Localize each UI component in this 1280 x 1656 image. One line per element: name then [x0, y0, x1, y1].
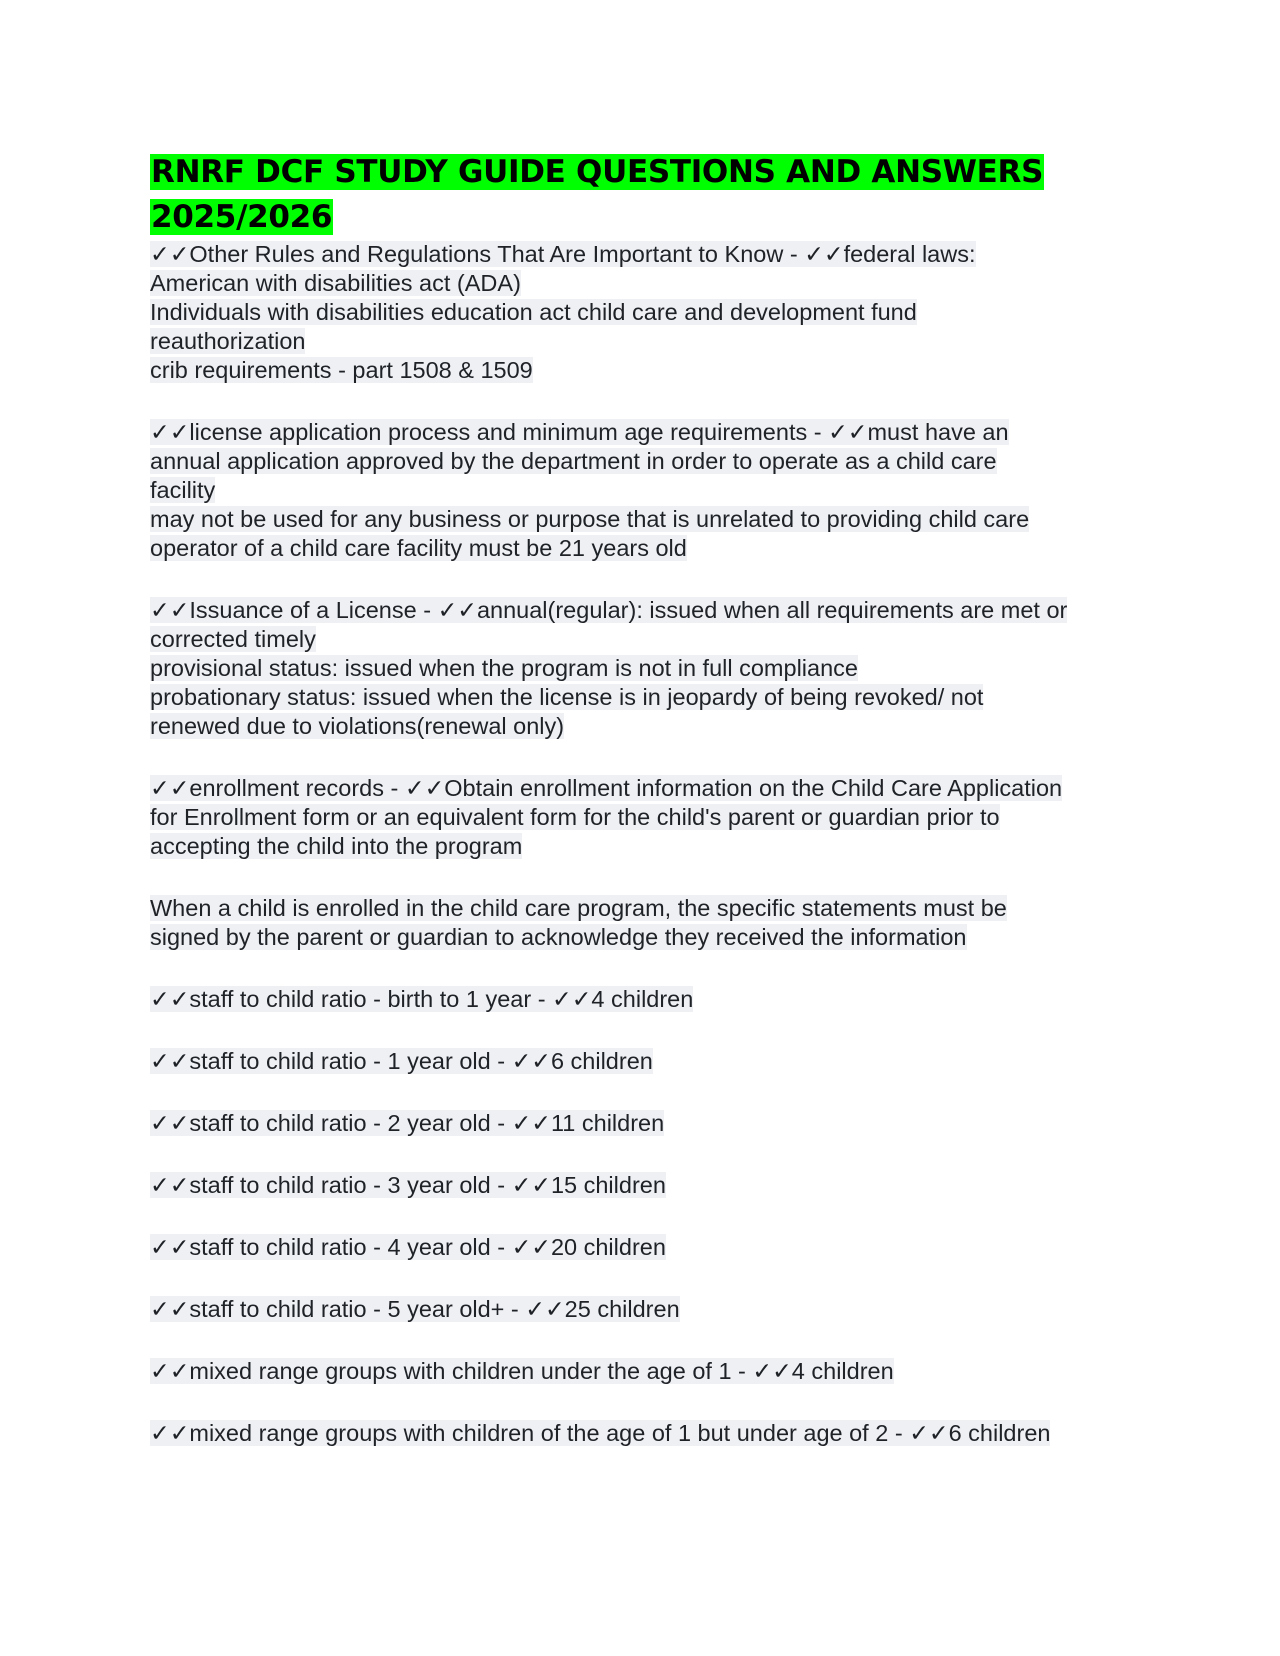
entry-gap: [150, 1076, 1150, 1109]
entry-gap: [150, 385, 1150, 418]
entry-gap: [150, 1138, 1150, 1171]
qa-line-text: signed by the parent or guardian to acknowledge they received the information: [150, 924, 967, 950]
entry-gap: [150, 861, 1150, 894]
qa-line: [150, 1047, 1150, 1076]
qa-line-text: renewed due to violations(renewal only): [150, 713, 565, 739]
entry-gap: [150, 563, 1150, 596]
qa-line-text: operator of a child care facility must be 21 years old: [150, 535, 687, 561]
qa-line-text: ✓✓Other Rules and Regulations That Are Important to Know - ✓✓federal laws:: [150, 241, 976, 267]
qa-line-text: When a child is enrolled in the child care program, the specific statements must be: [150, 895, 1007, 921]
qa-entry: [150, 1295, 1150, 1324]
qa-line-text: Individuals with disabilities education act child care and development fund: [150, 299, 917, 325]
qa-line: [150, 476, 1150, 505]
qa-line-text: ✓✓license application process and minimum age requirements - ✓✓must have an: [150, 419, 1009, 445]
qa-entry: [150, 240, 1150, 385]
qa-entry: [150, 894, 1150, 952]
qa-line-text: ✓✓mixed range groups with children of the age of 1 but under age of 2 - ✓✓6 children: [150, 1420, 1051, 1446]
qa-line-text: reauthorization: [150, 328, 306, 354]
entry-gap: [150, 1014, 1150, 1047]
qa-line: [150, 894, 1150, 923]
qa-line: [150, 712, 1150, 741]
qa-line: [150, 1171, 1150, 1200]
qa-line-text: American with disabilities act (ADA): [150, 270, 521, 296]
qa-line: [150, 683, 1150, 712]
qa-line: [150, 298, 1150, 327]
qa-entry: [150, 1233, 1150, 1262]
qa-line-text: corrected timely: [150, 626, 316, 652]
qa-line: [150, 534, 1150, 563]
qa-entry: [150, 1419, 1150, 1448]
entry-gap: [150, 1386, 1150, 1419]
qa-line: [150, 1233, 1150, 1262]
qa-line: [150, 269, 1150, 298]
qa-line: [150, 985, 1150, 1014]
document-title: [150, 150, 1150, 240]
qa-line: [150, 327, 1150, 356]
qa-line-text: ✓✓staff to child ratio - birth to 1 year - ✓✓4 children: [150, 986, 694, 1012]
qa-line: [150, 832, 1150, 861]
qa-entry: [150, 596, 1150, 741]
qa-line-text: facility: [150, 477, 216, 503]
qa-line-text: ✓✓mixed range groups with children under the age of 1 - ✓✓4 children: [150, 1358, 894, 1384]
qa-line: [150, 505, 1150, 534]
qa-line: [150, 625, 1150, 654]
document-page: [150, 150, 1150, 1448]
qa-line-text: ✓✓Issuance of a License - ✓✓annual(regular): issued when all requirements are met or: [150, 597, 1068, 623]
qa-line-text: ✓✓enrollment records - ✓✓Obtain enrollment information on the Child Care Application: [150, 775, 1063, 801]
entry-gap: [150, 1324, 1150, 1357]
title-line-1: RNRF DCF STUDY GUIDE QUESTIONS AND ANSWERS: [151, 154, 1044, 190]
qa-entry: [150, 1047, 1150, 1076]
qa-line: [150, 356, 1150, 385]
qa-line-text: ✓✓staff to child ratio - 3 year old - ✓✓15 children: [150, 1172, 666, 1198]
qa-line: [150, 1357, 1150, 1386]
qa-line-text: ✓✓staff to child ratio - 5 year old+ - ✓✓25 children: [150, 1296, 680, 1322]
qa-entry: [150, 1171, 1150, 1200]
qa-line-text: probationary status: issued when the license is in jeopardy of being revoked/ not: [150, 684, 984, 710]
qa-line: [150, 774, 1150, 803]
qa-entry: [150, 1109, 1150, 1138]
entry-gap: [150, 1200, 1150, 1233]
entry-gap: [150, 952, 1150, 985]
qa-line: [150, 418, 1150, 447]
entry-gap: [150, 741, 1150, 774]
qa-line: [150, 1419, 1150, 1448]
qa-line: [150, 923, 1150, 952]
qa-line-text: for Enrollment form or an equivalent form for the child's parent or guardian prior to: [150, 804, 1000, 830]
qa-line: [150, 654, 1150, 683]
title-line-2: 2025/2026: [151, 199, 333, 235]
entry-gap: [150, 1262, 1150, 1295]
qa-line-text: ✓✓staff to child ratio - 4 year old - ✓✓20 children: [150, 1234, 666, 1260]
qa-line-text: ✓✓staff to child ratio - 2 year old - ✓✓11 children: [150, 1110, 665, 1136]
qa-line-text: crib requirements - part 1508 & 1509: [150, 357, 533, 383]
qa-line: [150, 596, 1150, 625]
qa-entry: [150, 418, 1150, 563]
qa-entry: [150, 1357, 1150, 1386]
qa-line-text: ✓✓staff to child ratio - 1 year old - ✓✓6 children: [150, 1048, 653, 1074]
qa-line: [150, 447, 1150, 476]
qa-line: [150, 240, 1150, 269]
qa-line-text: may not be used for any business or purpose that is unrelated to providing child care: [150, 506, 1030, 532]
qa-line: [150, 1295, 1150, 1324]
qa-line-text: provisional status: issued when the program is not in full compliance: [150, 655, 858, 681]
qa-line: [150, 1109, 1150, 1138]
qa-entry: [150, 774, 1150, 861]
qa-line-text: accepting the child into the program: [150, 833, 523, 859]
qa-line-text: annual application approved by the department in order to operate as a child care: [150, 448, 997, 474]
qa-entries: [150, 240, 1150, 1448]
qa-line: [150, 803, 1150, 832]
qa-entry: [150, 985, 1150, 1014]
